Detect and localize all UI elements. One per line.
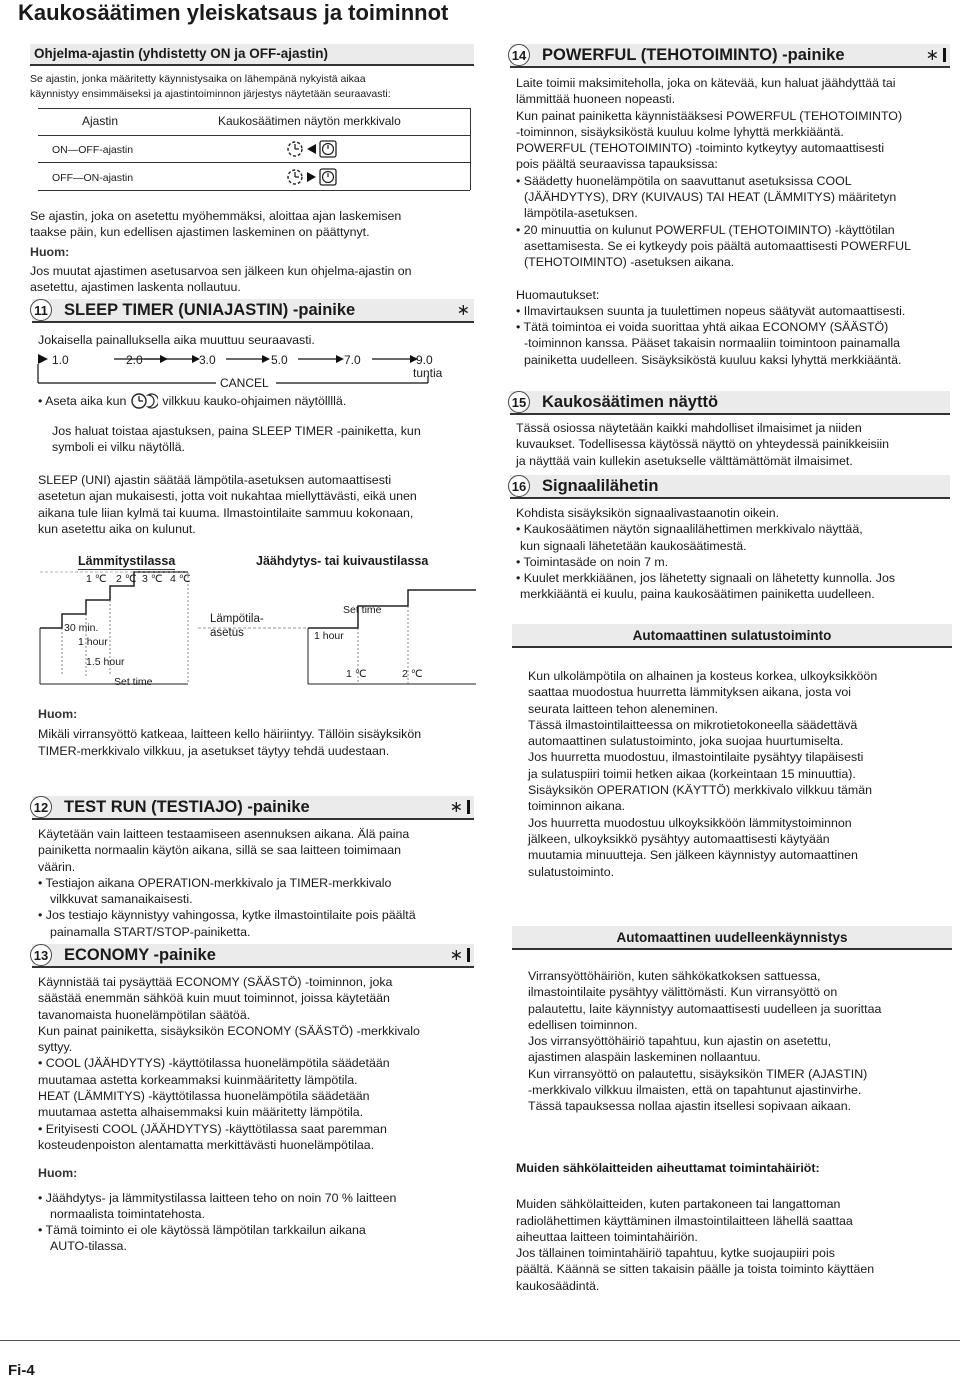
paragraph-line: taakse päin, kun edellisen ajastimen laskeminen on päättynyt. (30, 225, 370, 240)
cool-temp: 2 ℃ (402, 668, 423, 680)
defrost-heading: Automaattinen sulatustoiminto (512, 624, 952, 648)
heat-time: 1 hour (78, 636, 108, 648)
paragraph-line: Jos haluat toistaa ajastuksen, paina SLEEP TIMER -painiketta, kun (52, 424, 421, 438)
section-16-heading (510, 475, 950, 499)
section-title: SLEEP TIMER (UNIAJASTIN) -painike (64, 300, 356, 319)
section-number: 16 (508, 475, 530, 497)
sleep-note (38, 706, 478, 759)
sleep-step: 1.0 (52, 353, 69, 367)
table-row-on-off: ON—OFF-ajastin (52, 144, 134, 156)
paragraph-line: painiketta normaalin käytön aikana, sillä se saa laitteen toimimaan (38, 843, 401, 858)
paragraph-line: seurata laitteen tehon aleneminen. (528, 701, 719, 716)
note-label: Huom: (38, 1166, 78, 1181)
sleep-step: 9.0 (416, 353, 433, 367)
paragraph-line: aikana tule liian kylmä tai kuuma. Ilmastointilaite sammuu kokonaan, (38, 505, 414, 520)
sleep-step: 7.0 (344, 353, 361, 367)
paragraph-line: muutamia minuutteja. Sen jälkeen käynnistyy automaattinen (528, 848, 858, 863)
paragraph-line: • Erityisesti COOL (JÄÄHDYTYS) -käyttötilassa saat paremman (38, 1121, 387, 1136)
sleep-bullet-pre: • Aseta aika kun (38, 394, 127, 408)
interference-section (516, 1160, 956, 1294)
section-number: 11 (30, 299, 52, 321)
bullet-line: • Kaukosäätimen näytön signaalilähettimen merkkivalo näyttää, (516, 522, 863, 537)
paragraph-line: asetettu, ajastimen laskenta nollautuu. (30, 280, 241, 295)
paragraph-line: Se ajastin, joka on asetettu myöhemmäksi, aloittaa ajan laskemisen (30, 209, 402, 223)
sleep-bullet (38, 392, 346, 410)
bullet-line: • Toimintasäde on noin 7 m. (516, 554, 669, 569)
bullet-line: • Kuulet merkkiäänen, jos lähetetty signaali on lähetetty kunnolla. Jos (516, 571, 896, 586)
table-row-off-on: OFF—ON-ajastin (52, 172, 134, 184)
section-14-heading (510, 44, 950, 68)
heat-mode-title: Lämmitystilassa (78, 554, 176, 568)
interference-heading: Muiden sähkölaitteiden aiheuttamat toimintahäiriöt: (516, 1161, 820, 1175)
sleep-timer-body (38, 332, 474, 348)
paragraph-line: Kun ulkolämpötila on alhainen ja kosteus korkea, ulkoyksikköön (528, 669, 878, 683)
cool-temp: 1 ℃ (346, 668, 367, 680)
paragraph-line: tavanomaista huonelämpötilan säätöä. (38, 1007, 251, 1022)
paragraph-line: saattaa muodostua huurretta lämmityksen aikana, josta voi (528, 685, 852, 700)
asterisk-mark: ∗ (456, 302, 470, 319)
section-title: ECONOMY -painike (64, 945, 216, 964)
paragraph-line: -toiminnon, sisäyksiköstä kuuluu kolme lyhyttä merkkiääntä. (516, 124, 844, 139)
powerful-body (516, 75, 956, 368)
heat-time: 1.5 hour (86, 656, 125, 668)
paragraph-line: Laite toimii maksimiteholla, joka on kätevää, kun haluat jäähdyttää tai (516, 76, 896, 90)
paragraph-line: syttyy. (38, 1040, 73, 1055)
paragraph-line: HEAT (LÄMMITYS) -käyttötilassa huonelämpötila säädetään (38, 1089, 370, 1104)
paragraph-line: automaattinen sulatustoiminto, joka suojaa huurtumiselta. (528, 734, 844, 749)
paragraph-line: kaukosäädintä. (516, 1278, 600, 1293)
bullet-line: (TEHOTOIMINTO) -asetuksen aikana. (524, 255, 735, 270)
paragraph-line: SLEEP (UNI) ajastin säätää lämpötila-asetuksen automaattisesti (38, 473, 392, 487)
page-title: Kaukosäätimen yleiskatsaus ja toiminnot (18, 0, 449, 25)
on-off-sequence-icon (285, 138, 345, 160)
bullet-line: AUTO-tilassa. (50, 1239, 127, 1254)
program-timer-intro (30, 72, 474, 102)
paragraph-line: Jos huurretta muodostuu, ilmastointilaite pysähtyy tilapäisesti (528, 750, 864, 765)
intro-line: Se ajastin, jonka määritetty käynnistysaika on lähempänä nykyistä aikaa (30, 73, 366, 85)
paragraph-line: muutamaa astetta korkeammaksi kuinmääritetty lämpötila. (38, 1072, 358, 1087)
paragraph-line: symboli ei vilku näytöllä. (52, 440, 185, 455)
paragraph-line: Jos huurretta muodostuu ulkoyksikköön lämmitystoiminnon (528, 815, 852, 830)
program-timer-after (30, 208, 474, 241)
bullet-line: -toiminnon kanssa. Pääset takaisin normaaliin toimintoon painamalla (524, 336, 901, 351)
paragraph-line: Jos tällainen toimintahäiriö tapahtuu, kytke suojaupiiri pois (516, 1246, 835, 1261)
sleep-body (38, 472, 478, 537)
cool-mode-title: Jäähdytys- tai kuivaustilassa (256, 554, 429, 568)
heat-set-time: Set time (114, 676, 153, 688)
transmitter-body (516, 505, 956, 603)
program-timer-section (30, 44, 474, 295)
sleep-cancel-text (52, 423, 476, 456)
heat-temp: 3 ℃ (142, 573, 163, 585)
paragraph-line: • COOL (JÄÄHDYTYS) -käyttötilassa huonelämpötila säädetään (38, 1056, 390, 1071)
section-number: 15 (508, 391, 530, 413)
bullet-line: • Jäähdytys- ja lämmitystilassa laitteen teho on noin 70 % laitteen (38, 1190, 397, 1205)
paragraph-line: asetetun ajan mukaisesti, jotta voit nukahtaa miellyttävästi, eikä unen (38, 489, 417, 504)
paragraph-line: Kun virransyöttö on palautettu, sisäyksikön TIMER (AJASTIN) (528, 1066, 868, 1081)
display-body (516, 420, 956, 469)
paragraph-line: Mikäli virransyöttö katkeaa, laitteen kello häiriintyy. Tällöin sisäyksikön (38, 727, 422, 742)
sleep-timer-icon (130, 392, 158, 410)
paragraph-line: Kun painat painiketta käynnistääksesi POWERFUL (TEHOTOIMINTO) (516, 108, 903, 123)
bullet-line: merkkiääntä ei kuulu, paina kaukosäätimen painiketta uudelleen. (520, 587, 875, 602)
bullet-line: • Ilmavirtauksen suunta ja tuulettimen nopeus säätyvät automaattisesti. (516, 303, 906, 318)
bullet-line: • Säädetty huonelämpötila on saavuttanut asetuksissa COOL (516, 173, 852, 188)
sleep-diagram (38, 552, 478, 692)
asterisk-mark: ∗ (450, 945, 470, 965)
paragraph-line: Kun painat painiketta, sisäyksikön ECONOMY (SÄÄSTÖ) -merkkivalo (38, 1023, 420, 1038)
bullet-line: painiketta uudelleen. Sisäyksiköstä kuuluu kaksi lyhyttä merkkiääntä. (524, 352, 902, 367)
sleep-timer-intro: Jokaisella painalluksella aika muuttuu seuraavasti. (38, 333, 315, 347)
bullet-line: • 20 minuuttia on kulunut POWERFUL (TEHOTOIMINTO) -käyttötilan (516, 222, 895, 237)
paragraph-line: -merkkivalo vilkkuu ilmaisten, että on tapahtunut ajastinvirhe. (528, 1083, 862, 1098)
paragraph-line: jälkeen, ulkoyksikkö pysähtyy automaattisesti käytyään (528, 831, 830, 846)
sleep-bullet-post: vilkkuu kauko-ohjaimen näytöllllä. (162, 394, 347, 408)
paragraph-line: lämmittää huoneen nopeasti. (516, 92, 676, 107)
section-12-heading (32, 796, 474, 820)
section-15-heading (510, 391, 950, 415)
section-title: Kaukosäätimen näyttö (542, 392, 719, 411)
heat-time: 30 min. (64, 622, 99, 634)
table-header-timer: Ajastin (82, 114, 119, 128)
program-timer-note (30, 263, 474, 296)
paragraph-line: ilmastointilaite pysähtyy välittömästi. Kun virransyöttö on (528, 985, 838, 1000)
intro-line: käynnistyy ensimmäiseksi ja ajastintoiminnon järjestys näytetään seuraavasti: (30, 88, 391, 100)
bullet-line: (JÄÄHDYTYS), DRY (KUIVAUS) TAI HEAT (LÄMMITYS) määritetyn (524, 190, 897, 205)
heat-temp: 1 ℃ (86, 573, 107, 585)
page-number: Fi-4 (8, 1362, 35, 1379)
paragraph-line: väärin. (38, 859, 76, 874)
paragraph-line: Jos muutat ajastimen asetusarvoa sen jälkeen kun ohjelma-ajastin on (30, 263, 412, 278)
bullet-line: • Jos testiajo käynnistyy vahingossa, kytke ilmastointilaite pois päältä (38, 908, 416, 923)
heat-temp: 2 ℃ (116, 573, 137, 585)
paragraph-line: aiheuttaa laitteen toimintahäiriön. (516, 1229, 698, 1244)
bullet-line: painamalla START/STOP-painiketta. (50, 924, 251, 939)
paragraph-line: Käytetään vain laitteen testaamiseen asennuksen aikana. Älä paina (38, 827, 410, 841)
paragraph-line: edellisen toiminnon. (528, 1017, 638, 1032)
auto-restart-heading: Automaattinen uudelleenkäynnistys (512, 926, 952, 950)
paragraph-line: Käynnistää tai pysäyttää ECONOMY (SÄÄSTÖ) -toiminnon, joka (38, 975, 393, 989)
paragraph-line: Tässä tapauksessa nollaa ajastin itsellesi sopivaan aikaan. (528, 1099, 852, 1114)
section-11-heading (32, 299, 474, 323)
section-number: 13 (30, 944, 52, 966)
paragraph-line: ja näyttää vain kullekin asetukselle välttämättömät ilmaisimet. (516, 453, 853, 468)
note-label: Huom: (38, 707, 78, 721)
paragraph-line: POWERFUL (TEHOTOIMINTO) -toiminto kytkeytyy automaattisesti (516, 141, 885, 156)
paragraph-line: Kohdista sisäyksikön signaalivastaanotin oikein. (516, 506, 780, 520)
paragraph-line: toiminnon aikana. (528, 799, 626, 814)
paragraph-line: Jos virransyöttöhäiriö tapahtuu, kun ajastin on asetettu, (528, 1034, 832, 1049)
paragraph-line: Tässä osiossa näytetään kaikki mahdolliset ilmaisimet ja niiden (516, 421, 862, 435)
notes-label: Huomautukset: (516, 287, 600, 302)
auto-restart-body (528, 968, 948, 1115)
asterisk-mark: ∗ (926, 45, 946, 65)
paragraph-line: Virransyöttöhäiriön, kuten sähkökatkoksen sattuessa, (528, 969, 821, 983)
section-title: Signaalilähetin (542, 476, 659, 495)
paragraph-line: pois päältä seuraavissa tapauksissa: (516, 157, 718, 172)
sleep-unit: tuntia (413, 366, 443, 380)
timer-order-table (30, 108, 471, 190)
cool-set-time: Set time (343, 604, 382, 616)
section-number: 12 (30, 796, 52, 818)
paragraph-line: ja sulatuspiiri toimii hetken aikaa (korkeintaan 15 minuuttia). (528, 766, 856, 781)
paragraph-line: sulatustoiminto. (528, 864, 615, 879)
paragraph-line: radiolähettimen käyttäminen ilmastointilaitteen lähellä saattaa (516, 1213, 853, 1228)
off-on-sequence-icon (285, 166, 345, 188)
bullet-line: • Testiajon aikana OPERATION-merkkivalo ja TIMER-merkkivalo (38, 875, 392, 890)
paragraph-line: kosteudenpoiston alentamatta merkittävästi huonelämpötilaa. (38, 1137, 375, 1152)
section-title: POWERFUL (TEHOTOIMINTO) -painike (542, 45, 845, 64)
sleep-step: 5.0 (271, 353, 288, 367)
footer-rule (0, 1340, 960, 1341)
bullet-line: kun signaali lähetetään kaukosäätimestä. (520, 538, 747, 553)
paragraph-line: Muiden sähkölaitteiden, kuten partakoneen tai langattoman (516, 1197, 841, 1212)
bullet-line: • Tämä toiminto ei ole käytössä lämpötilan tarkkailun aikana (38, 1223, 366, 1238)
sleep-step: 3.0 (199, 353, 216, 367)
bullet-line: • Tätä toimintoa ei voida suorittaa yhtä aikaa ECONOMY (SÄÄSTÖ) (516, 320, 889, 335)
table-header-indicator: Kaukosäätimen näytön merkkivalo (218, 114, 401, 128)
paragraph-line: säästää enemmän sähköä kuin muut toiminnot, joissa käytetään (38, 991, 390, 1006)
asterisk-mark: ∗ (450, 797, 470, 817)
cool-time: 1 hour (314, 630, 344, 642)
bullet-line: lämpötila-asetuksen. (524, 206, 638, 221)
bullet-line: normaalista toimintatehosta. (50, 1206, 205, 1221)
program-timer-heading: Ohjelma-ajastin (yhdistetty ON ja OFF-ajastin) (30, 44, 474, 66)
paragraph-line: kuvaukset. Todellisessa käytössä näyttö on yhteydessä painikkeisiin (516, 437, 890, 452)
paragraph-line: Tässä ilmastointilaitteessa on mikrotietokoneella säädettävä (528, 717, 858, 732)
section-title: TEST RUN (TESTIAJO) -painike (64, 797, 310, 816)
paragraph-line: Sisäyksikön OPERATION (KÄYTTÖ) merkkivalo vilkkuu tämän (528, 783, 873, 798)
economy-body (38, 974, 478, 1255)
heat-temp: 4 ℃ (170, 573, 191, 585)
defrost-body (528, 668, 948, 880)
test-run-body (38, 826, 478, 940)
paragraph-line: päältä. Käännä se sitten takaisin päälle ja toista toiminto käyttäen (516, 1262, 875, 1277)
cancel-label: CANCEL (220, 376, 269, 390)
section-number: 14 (508, 44, 530, 66)
section-13-heading (32, 944, 474, 968)
note-label: Huom: (30, 244, 70, 259)
bullet-line: vilkkuvat samanaikaisesti. (50, 892, 193, 907)
bullet-line: asettamisesta. Se ei kytkeydy pois päältä automaattisesti POWERFUL (524, 238, 912, 253)
paragraph-line: ajastimen alaspäin laskeminen nollaantuu. (528, 1050, 761, 1065)
paragraph-line: TIMER-merkkivalo vilkkuu, ja asetukset täytyy tehdä uudestaan. (38, 743, 390, 758)
paragraph-line: kun asetettu aika on kulunut. (38, 521, 196, 536)
paragraph-line: muutamaa astetta alhaisemmaksi kuin määritetty lämpötila. (38, 1105, 364, 1120)
paragraph-line: palautettu, laite käynnistyy automaattisesti uudelleen ja suorittaa (528, 1001, 882, 1016)
sleep-step: 2.0 (126, 353, 143, 367)
temperature-setting-label: Lämpötila- asetus (210, 613, 264, 639)
